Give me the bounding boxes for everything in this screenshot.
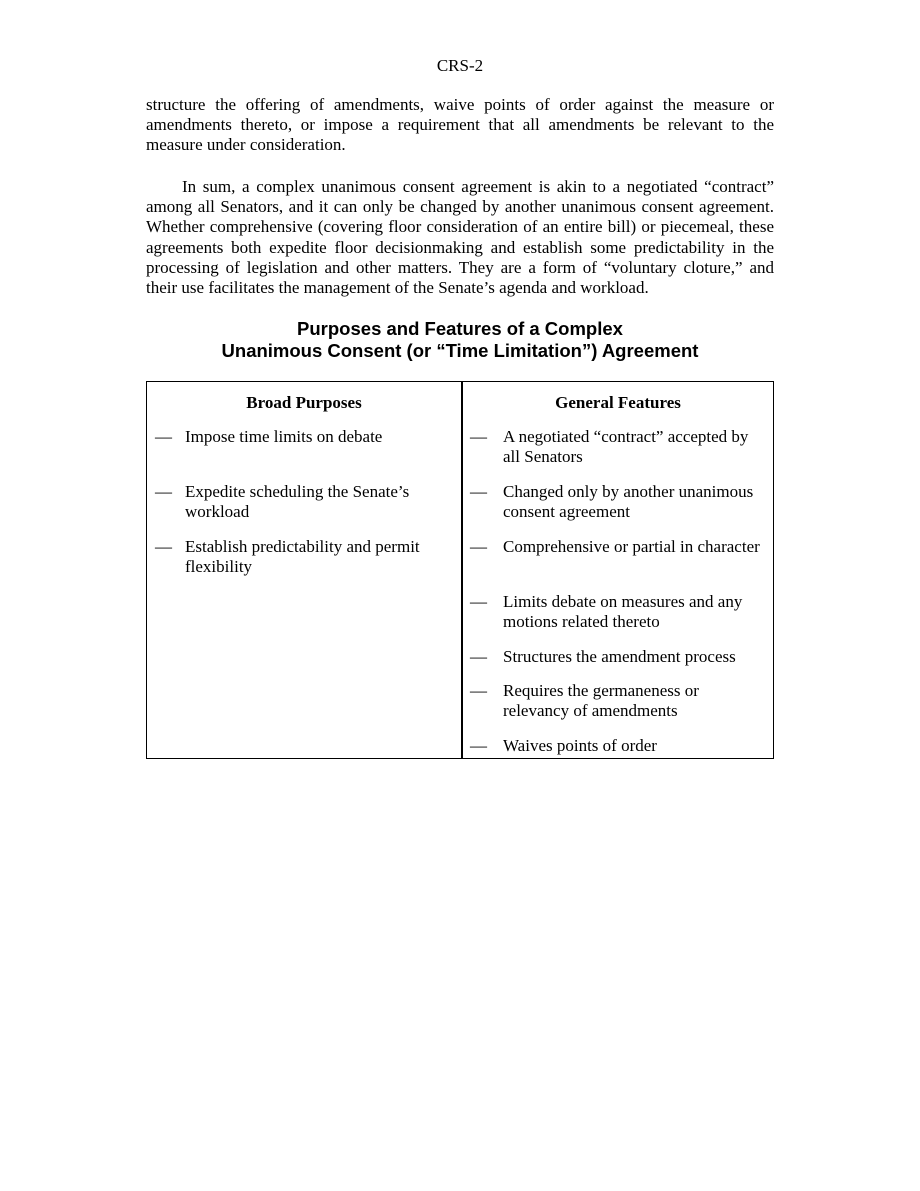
purpose-text: Impose time limits on debate (185, 427, 383, 446)
feature-text: Limits debate on measures and any motions related thereto (503, 592, 743, 631)
feature-text: A negotiated “contract” accepted by all Senators (503, 427, 749, 466)
dash-bullet: — (470, 647, 487, 666)
dash-bullet: — (155, 482, 172, 501)
table-title-line-1: Purposes and Features of a Complex (297, 318, 623, 339)
dash-bullet: — (470, 427, 487, 446)
general-features-header: General Features (555, 393, 681, 412)
feature-text: Changed only by another unanimous consent agreement (503, 482, 754, 521)
dash-bullet: — (470, 681, 487, 700)
dash-bullet: — (470, 736, 487, 755)
paragraph-continuation: structure the offering of amendments, waive points of order against the measure or amendments thereto, or impose a requirement that all amendments be relevant to the measure under consideration. (146, 95, 774, 155)
table-title-line-2: Unanimous Consent (or “Time Limitation”) Agreement (221, 340, 699, 361)
dash-bullet: — (155, 427, 172, 446)
page-number: CRS-2 (436, 56, 484, 75)
broad-purposes-header: Broad Purposes (246, 393, 362, 412)
dash-bullet: — (470, 482, 487, 501)
purpose-text: Expedite scheduling the Senate’s workload (185, 482, 410, 521)
feature-text: Waives points of order (503, 736, 657, 755)
feature-text: Structures the amendment process (503, 647, 736, 666)
dash-bullet: — (470, 537, 487, 556)
dash-bullet: — (470, 592, 487, 611)
feature-text: Comprehensive or partial in character (503, 537, 760, 556)
dash-bullet: — (155, 537, 172, 556)
purpose-text: Establish predictability and permit flexibility (185, 537, 420, 576)
column-divider (461, 382, 463, 758)
table-title (146, 318, 774, 362)
feature-text: Requires the germaneness or relevancy of amendments (503, 681, 699, 720)
purposes-features-table (146, 381, 774, 759)
paragraph-summary: In sum, a complex unanimous consent agreement is akin to a negotiated “contract” among all Senators, and it can only be changed by another unanimous consent agreement. Whether comprehensive (covering floor consideration of an entire bill) or piecemeal, these agreements both expedite floor decisionmaking and establish some predictability in the processing of legislation and other matters. They are a form of “voluntary cloture,” and their use facilitates the management of the Senate’s agenda and workload. (146, 177, 774, 298)
